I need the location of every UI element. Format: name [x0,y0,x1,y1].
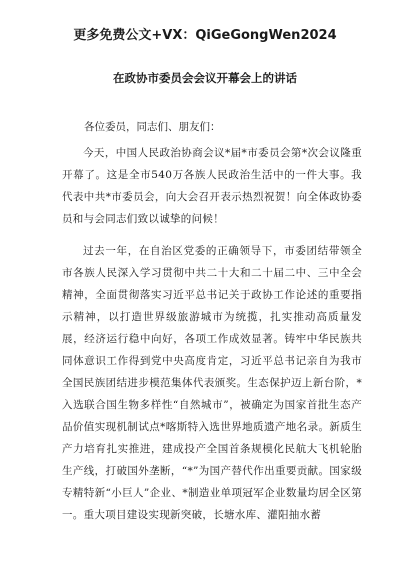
paragraph-review: 过去一年，在自治区党委的正确领导下，市委团结带领全市各族人民深入学习贯彻中共二十大和二十届二中、三中全会精神，全面贯彻落实习近平总书记关于政协工作论述的重要指示精神，以打造世界级旅游城市为统揽，扎实推动高质量发展，经济运行稳中向好，各项工作成效显著。铸牢中华民族共同体意识工作得到党中央高度肯定，习近平总书记亲自为我市全国民族团结进步模范集体代表颁奖。生态保护迈上新台阶，*入选联合国生物多样性“自然城市”，被确定为国家首批生态产品价值实现机制试点*喀斯特入选世界地质遗产地名录。新质生产力培育扎实推进，建成投产全国首条规模化民航大飞机轮胎生产线，打破国外垄断，“*”为国产替代作出重要贡献。国家级专精特新“小巨人”企业、*制造业单项冠军企业数量均居全区第一。重大项目建设实现新突破，长塘水库、灌阳抽水蓄 [62,245,362,521]
promo-header: 更多免费公文+VX：QiGeGongWen2024 [73,28,337,43]
salutation: 各位委员，同志们、朋友们： [84,121,221,133]
document-body [62,116,362,536]
paragraph-opening: 今天，中国人民政治协商会议*届*市委员会第*次会议隆重开幕了。这是全市540万各族人民政治生活中的一件大事。我代表中共*市委员会，向大会召开表示热烈祝贺！向全体政协委员和与会同志们致以诚挚的问候！ [62,147,362,225]
document-title: 在政协市委员会会议开幕会上的讲话 [113,71,297,85]
